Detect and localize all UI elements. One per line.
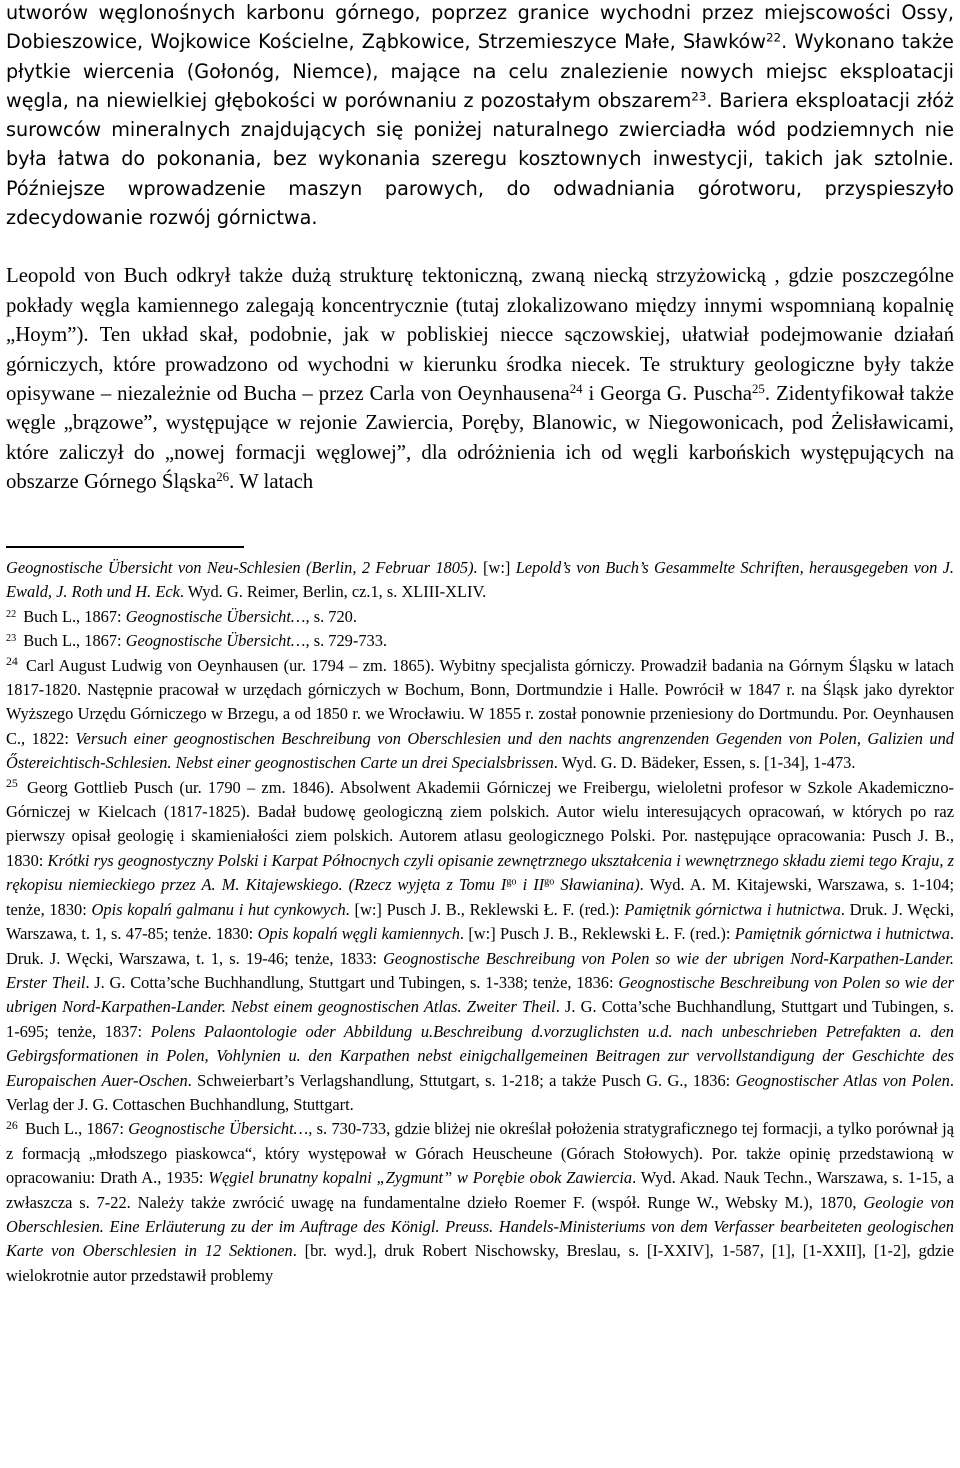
footnote-ref-23[interactable]: 23 [691, 89, 707, 104]
footnote-ref-26[interactable]: 26 [216, 470, 230, 485]
footnote-italic: Sławianina) [554, 875, 640, 895]
document-page [6, 0, 955, 1285]
footnote-italic: i II [516, 875, 545, 895]
footnote-26 [6, 1117, 954, 1288]
footnote-italic: Krótki rys geognostyczny Polski i Karpat Północnych czyli opisanie zewnętrznego ukształcenia i wewnętrznego składu ziemi tego Kraju, z rękopisu niemieckiego przez A. M. Kitajewskiego. (Rzecz wyjęta z Tomu I [6, 850, 955, 895]
footnote-text: . [w:] Pusch J. B., Reklewski Ł. F. (red.): [459, 924, 735, 944]
footnote-number: 26 [6, 1118, 18, 1133]
footnote-italic: Pamiętnik górnictwa i hutnictwa [624, 899, 841, 919]
paragraph-text: . Zidentyfikował także węgle „brązowe”, występujące w rejonie Zawiercia, Poręby, Blanowic, w Niegowonicach, pod Żelisławicami, które zaliczył do „nowej formacji węglowej”, dla odróżnienia ich od węgli karbońskich występujących na obszarze Górnego Śląska [6, 382, 954, 494]
footnote-text: . Schweierbart’s Verlagshandlung, Sttutgart, s. 1-218; a także Pusch G. G., 1836: [187, 1070, 736, 1090]
paragraph-text: i Georga G. Puscha [582, 382, 752, 405]
footnote-text: Buch L., 1867: [19, 631, 126, 651]
footnote-ref-22[interactable]: 22 [765, 30, 782, 45]
footnote-text: s. 730-733, gdzie bliżej nie określał położenia stratygraficznego tej formacji, a tylko porównał ją z formacją „młodszego piaskowca“, który występował w Górach Heuscheune (Górach Stołowych). Por. także opinię przedstawioną w opracowaniu: Drath A., 1935: [6, 1119, 955, 1188]
footnote-text: Buch L., 1867: [20, 1119, 129, 1139]
footnote-italic: Węgiel brunatny kopalni „Zygmunt” w Porębie obok Zawiercia [208, 1168, 633, 1188]
footnote-text: . Verlag der J. G. Cottaschen Buchhandlung, Stuttgart. [6, 1070, 954, 1114]
footnote-italic: Versuch einer geognostischen Beschreibung von Oberschlesien und den nachts angrenzenden Gegenden von Polen, Galizien und Őstereichtisch-Schlesien. Nebst einer geognostischen Carte un drei Specialsbrissen [6, 728, 954, 773]
footnote-italic: Geologie von Oberschlesien. Eine Erläuterung zu der im Auftrage des Königl. Preuss. Handels-Ministeriums von dem Verfasser bearbeiteten geologischen Karte von Oberschlesien in 12 Sektionen [6, 1192, 955, 1261]
footnote-italic: Geognostische Beschreibung von Polen so wie der ubrigen Nord-Karpathen-Lander. Nebst einem geognostischen Atlas. Zweiter Theil [6, 972, 954, 1017]
footnote-text: . [br. wyd.], druk Robert Nischowsky, Breslau, s. [I-XXIV], 1-587, [1], [1-XXII], [1-2], gdzie wielokrotnie autor przedstawił problemy [6, 1241, 955, 1285]
footnote-text: Buch L., 1867: [19, 606, 126, 626]
footnote-continuation [6, 556, 954, 605]
footnote-text: . Druk. J. Węcki, Warszawa, t. 1, s. 47-85; tenże. 1830: [6, 899, 955, 944]
footnote-text: . Wyd. G. D. Bädeker, Essen, s. [1-34], 1-473. [553, 753, 856, 773]
footnote-text: . Druk. J. Węcki, Warszawa, t. 1, s. 19-46; tenże, 1833: [6, 924, 954, 968]
footnote-italic: Polens Palaontologie oder Abbildung u.Beschreibung d.vorzuglichsten u.d. nach unbeschrieben Petrefakten a. den Gebirgsformationen in Polen, Vohlynien u. den Karpathen nebst einigchallgemeinen Beitragen zur vervollstandigung der Geschichte des Europaischen Auer-Oschen [6, 1021, 955, 1090]
footnote-text: Carl August Ludwig von Oeynhausen (ur. 1794 – zm. 1865). Wybitny specjalista górniczy. Prowadził badania na Górnym Śląsku w latach 1817-1820. Następnie pracował w urzędach górniczych w Bochum, Bonn, Dortmundzie i Halle. Powrócił w 1847 r. na Śląsk jako dyrektor Wyższego Urzędu Górniczego w Brzegu, a od 1850 r. we Wrocławiu. W 1855 r. został ponownie przeniesiony do Dortmundu. Por. Oeynhausen C., 1822: [6, 655, 954, 748]
footnote-number: 22 [6, 608, 17, 620]
footnote-25 [6, 776, 954, 1118]
footnote-italic: Geognostischer Atlas von Polen [735, 1070, 950, 1090]
footnote-24 [6, 654, 954, 776]
footnote-text: [w:] [477, 558, 516, 577]
footnote-italic: Geognostische Übersicht…, [125, 606, 310, 626]
footnote-ref-24[interactable]: 24 [569, 381, 583, 396]
footnote-separator [6, 546, 244, 548]
footnote-text: s. 720. [309, 606, 357, 626]
footnote-text: . J. G. Cotta’sche Buchhandlung, Stuttgart und Tubingen, s. 1-695; tenże, 1837: [6, 997, 955, 1041]
footnotes [6, 556, 954, 1288]
footnote-number: 24 [6, 654, 18, 669]
footnote-text: . Wyd. G. Reimer, Berlin, cz.1, s. XLIII-XLIV. [179, 582, 487, 602]
footnote-text: Georg Gottlieb Pusch (ur. 1790 – zm. 1846). Absolwent Akademii Górniczej we Freibergu, wieloletni profesor w Szkole Akademiczno-Górniczej w Kielcach (1817-1825). Badał budowę geologiczną ziem polskich. Autor wielu interesujących opracowań, w których po raz pierwszy opisał geologię i skamieniałości ziem polskich. Autorem atlasu geologicznego Polski. Por. następujące opracowania: Pusch J. B., 1830: [6, 777, 954, 870]
paragraph-text: . Wykonano także płytkie wiercenia (Gołonóg, Niemce), mające na celu znalezienie nowych miejsc eksploatacji węgla, na niewielkiej głębokości w porównaniu z pozostałym obszarem [6, 30, 954, 112]
footnote-italic: Opis kopalń węgli kamiennych [257, 924, 460, 944]
footnote-number: 25 [6, 776, 18, 791]
paragraph-text: . W latach [229, 470, 314, 494]
footnote-italic: Opis kopalń galmanu i hut cynkowych [91, 899, 346, 919]
footnote-italic: Geognostische Übersicht…, [125, 631, 310, 651]
footnote-ref-25[interactable]: 25 [751, 381, 765, 396]
body-paragraph-2 [6, 261, 954, 496]
footnote-number: 23 [6, 633, 17, 645]
paragraph-text: utworów węglonośnych karbonu górnego, poprzez granice wychodni przez miejscowości Ossy, Dobieszowice, Wojkowice Kościelne, Ząbkowice, Strzemieszyce Małe, Sławków [6, 1, 954, 54]
paragraph-text: . Bariera eksploatacji złóż surowców mineralnych znajdujących się poniżej naturalnego zwierciadła wód podziemnych nie była łatwa do pokonania, bez wykonania szeregu kosztownych inwestycji, takich jak sztolnie. Późniejsze wprowadzenie maszyn parowych, do odwadniania górotworu, przyspieszyło zdecydowanie rozwój górnictwa. [6, 88, 954, 230]
footnote-text: . Wyd. Akad. Nauk Techn., Warszawa, s. 1-15, a zwłaszcza s. 7-22. Należy także zwrócić uwagę na fundamentalne dzieło Roemer F. (współ. Runge W., Websky M.), 1870, [6, 1168, 954, 1212]
footnote-italic: Geognostische Übersicht…, [128, 1119, 313, 1139]
body-paragraph-1 [6, 0, 954, 232]
footnote-superscript: go [544, 876, 555, 888]
footnote-italic: Pamiętnik górnictwa i hutnictwa [734, 924, 950, 944]
footnote-23 [6, 629, 954, 653]
footnote-superscript: go [506, 876, 517, 888]
paragraph-text: Leopold von Buch odkrył także dużą strukturę tektoniczną, zwaną niecką strzyżowicką , gdzie poszczególne pokłady węgla kamiennego zalegają koncentrycznie (tutaj zlokalizowano między innymi wspomnianą kopalnię „Hoym”). Ten układ skał, podobnie, jak w pobliskiej niecce sączowskiej, ułatwiał podejmowanie działań górniczych, które prowadzono od wychodni w kierunku środka niecek. Te struktury geologiczne były także opisywane – niezależnie od Bucha – przez Carla von Oeynhausena [6, 264, 954, 405]
footnote-22 [6, 605, 954, 629]
footnote-text: s. 729-733. [309, 631, 388, 651]
footnote-italic: Geognostische Übersicht von Neu-Schlesien (Berlin, 2 Februar 1805). [6, 558, 478, 577]
footnote-italic: Geognostische Beschreibung von Polen so wie der ubrigen Nord-Karpathen-Lander. Erster Theil [6, 948, 954, 992]
footnote-text: . J. G. Cotta’sche Buchhandlung, Stuttgart und Tubingen, s. 1-338; tenże, 1836: [85, 972, 619, 992]
footnote-italic: Lepold’s von Buch’s Gesammelte Schriften, herausgegeben von J. Ewald, J. Roth und H. Eck [6, 558, 954, 602]
footnote-text: . Wyd. A. M. Kitajewski, Warszawa, s. 1-104; tenże, 1830: [6, 875, 954, 919]
footnote-text: . [w:] Pusch J. B., Reklewski Ł. F. (red.): [345, 899, 625, 919]
